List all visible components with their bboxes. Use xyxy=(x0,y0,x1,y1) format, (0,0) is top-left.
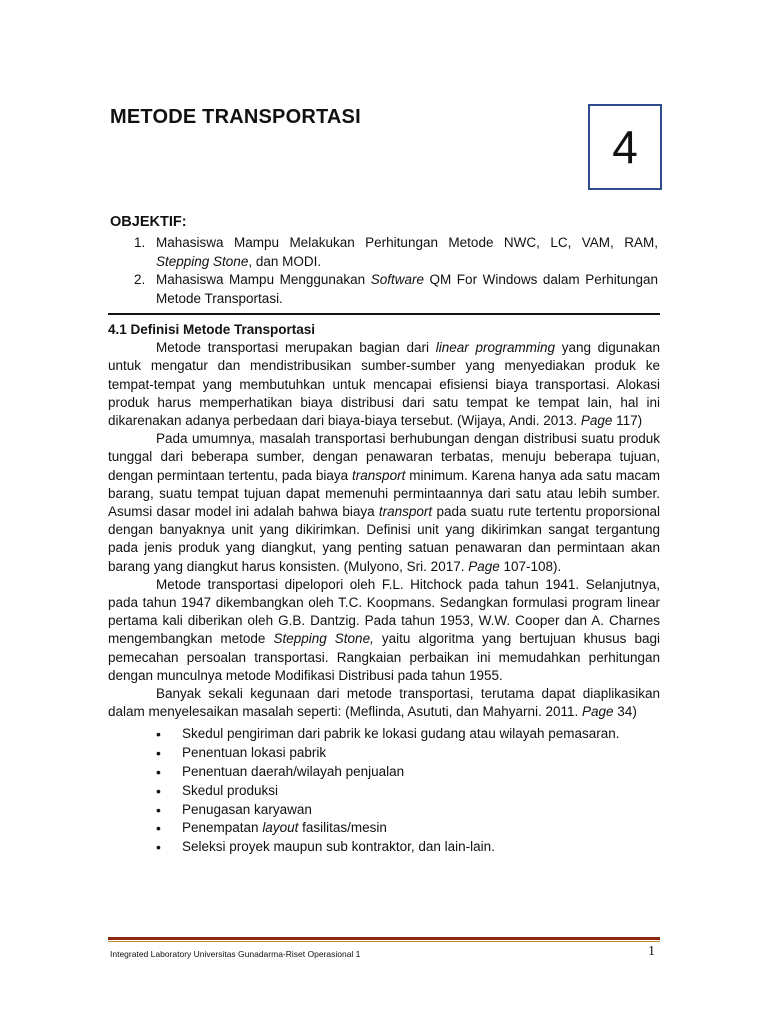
paragraph-text: 34) xyxy=(613,704,637,720)
paragraph xyxy=(108,430,660,576)
objective-item xyxy=(134,234,658,271)
paragraph-text: yaitu algoritma yang bertujuan khusus bagi pemecahan persoalan transportasi. Rangkaian perbaikan ini memudahkan perhitungan dengan munculnya metode Modifikasi Distribusi pada tahun 1955. xyxy=(108,631,660,683)
list-item: • Penentuan daerah/wilayah penjualan xyxy=(156,763,660,782)
objective-text: QM For Windows dalam Perhitungan Metode Transportasi. xyxy=(156,272,658,306)
bullet-list xyxy=(108,725,660,857)
objectives-list xyxy=(134,234,658,308)
objectives-heading: OBJEKTIF: xyxy=(110,214,187,230)
list-item: • Skedul produksi xyxy=(156,782,660,801)
chapter-title: METODE TRANSPORTASI xyxy=(110,106,361,128)
objective-text-italic: Software xyxy=(370,272,424,287)
objective-text: Mahasiswa Mampu Melakukan Perhitungan Metode NWC, LC, VAM, RAM, xyxy=(156,235,658,250)
paragraph-text: yang digunakan untuk mengatur dan mendistribusikan sumber-sumber yang menyediakan produk ke tempat-tempat yang membutuhkan untuk mencapai efisiensi biaya transportasi. Alokasi produk harus memperhatikan biaya distribusi dari satu tempat ke tempat lain, hal ini dikarenakan adanya perbedaan dari biaya-biaya tersebut. (Wijaya, Andi. 2013. xyxy=(108,340,660,429)
paragraph-italic: Stepping Stone, xyxy=(273,631,374,647)
section-body xyxy=(108,321,660,857)
list-item: • Skedul pengiriman dari pabrik ke lokasi gudang atau wilayah pemasaran. xyxy=(156,725,660,744)
paragraph-text: 107-108). xyxy=(499,558,562,574)
footer-divider-accent xyxy=(108,941,660,942)
paragraph-text: 117) xyxy=(612,413,643,429)
paragraph-text: pada suatu rute tertentu proporsional dengan banyaknya unit yang dikirimkan. Definisi unit yang dikirimkan sangat tergantung pada jenis produk yang diangkut, yang penting satuan penawaran dan permintaan akan barang yang diangkut harus konsisten. (Mulyono, Sri. 2017. xyxy=(108,504,660,574)
paragraph-italic: linear programming xyxy=(435,340,555,356)
paragraph-italic: transport xyxy=(378,504,433,520)
list-item: • Seleksi proyek maupun sub kontraktor, dan lain-lain. xyxy=(156,838,660,857)
objective-number: 1. xyxy=(134,235,146,250)
objective-item xyxy=(134,271,658,308)
list-item: • Penempatan layout fasilitas/mesin xyxy=(156,819,660,838)
chapter-number-box xyxy=(588,104,662,190)
paragraph-text: Banyak sekali kegunaan dari metode transportasi, terutama dapat diaplikasikan dalam menyelesaikan masalah seperti: (Meflinda, Asututi, dan Mahyarni. 2011. xyxy=(108,686,660,720)
paragraph-italic: Page xyxy=(582,704,614,720)
paragraph xyxy=(108,576,660,685)
list-item: • Penentuan lokasi pabrik xyxy=(156,744,660,763)
chapter-number: 4 xyxy=(612,121,638,173)
objective-text: Mahasiswa Mampu Menggunakan xyxy=(156,272,371,287)
footer-divider xyxy=(108,937,660,940)
section-title: 4.1 Definisi Metode Transportasi xyxy=(108,322,316,337)
objective-text-italic: Stepping Stone xyxy=(156,253,249,269)
paragraph xyxy=(108,685,660,721)
objective-text: , dan MODI. xyxy=(248,253,322,269)
page-number: 1 xyxy=(648,944,655,959)
footer-text: Integrated Laboratory Universitas Gunadarma-Riset Operasional 1 xyxy=(110,949,361,959)
list-item: • Penugasan karyawan xyxy=(156,801,660,820)
paragraph-italic: transport xyxy=(352,467,406,483)
paragraph xyxy=(108,339,660,430)
section-divider xyxy=(108,313,660,315)
objective-number: 2. xyxy=(134,272,146,287)
paragraph-text: Metode transportasi merupakan bagian dari xyxy=(156,340,436,356)
paragraph-italic: Page xyxy=(580,413,613,429)
paragraph-italic: Page xyxy=(468,558,500,574)
paragraph-text: Pada umumnya, masalah transportasi berhubungan dengan distribusi suatu produk tunggal dari beberapa sumber, dengan penawaran terbatas, menuju beberapa tujuan, dengan permintaan tertentu, pada biaya xyxy=(108,431,660,483)
paragraph-text: Metode transportasi dipelopori oleh F.L. Hitchock pada tahun 1941. Selanjutnya, pada tahun 1947 dikembangkan oleh T.C. Koopmans. Sedangkan formulasi program linear pertama kali diberikan oleh G.B. Dantzig. Pada tahun 1953, W.W. Cooper dan A. Charnes mengembangkan metode xyxy=(108,576,660,647)
paragraph-text: minimum. Karena hanya ada satu macam barang, suatu tempat tujuan dapat memenuhi permintaannya dari satu atau lebih sumber. Asumsi dasar model ini adalah bahwa biaya xyxy=(108,467,660,520)
